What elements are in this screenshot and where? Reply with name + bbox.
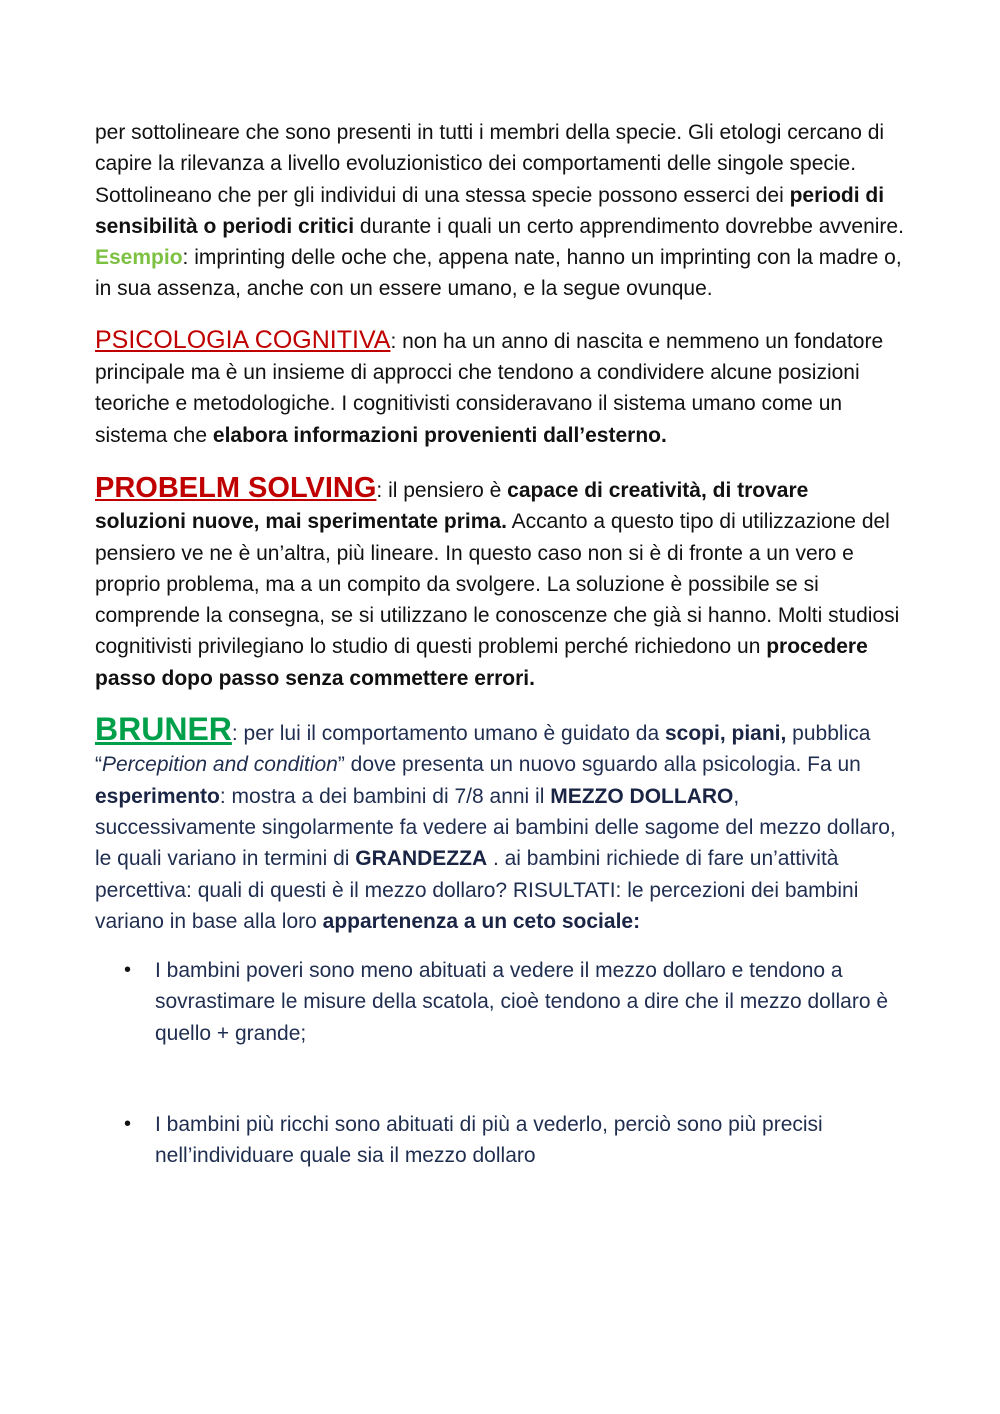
bruner-bold-5: appartenenza a un ceto sociale: xyxy=(322,909,641,933)
list-item xyxy=(95,955,905,1049)
problem-text-2: Accanto a questo tipo di utilizzazione del pensiero ve ne è un’altra, più lineare. In questo caso non si è di fronte a un vero e proprio problema, ma a un compito da svolgere. La soluzione è possibile se si comprende la consegna, se si utilizzano le conoscenze che già si hanno. Molti studiosi cognitivisti privilegiano lo studio di questi problemi perché richiedono un xyxy=(95,510,900,659)
results-list xyxy=(95,955,905,1171)
bruner-text-3: ” dove presenta un nuovo sguardo alla psicologia. Fa un xyxy=(337,753,861,777)
intro-text-1: per sottolineare che sono presenti in tutti i membri della specie. Gli etologi cercano di capire la rilevanza a livello evoluzionistico dei comportamenti delle singole specie. Sottolineano che per gli individui di una stessa specie possono esserci dei xyxy=(95,121,885,207)
bruner-text-1: : per lui il comportamento umano è guidato da xyxy=(231,722,665,746)
psicologia-bold-1: elabora informazioni provenienti dall’esterno. xyxy=(212,423,667,447)
bruner-bold-1: scopi, piani, xyxy=(664,722,787,746)
bruner-paragraph xyxy=(95,711,905,937)
bullet-icon: • xyxy=(124,1113,132,1136)
bruner-text-2: pubblica “ xyxy=(95,722,871,777)
example-label: Esempio xyxy=(95,246,183,270)
psicologia-paragraph xyxy=(95,325,905,451)
bruner-text-6: . ai bambini richiede di fare un’attività percettiva: quali di questi è il mezzo dollaro? RISULTATI: le percezioni dei bambini variano in base alla loro xyxy=(95,847,859,933)
bruner-bold-4: GRANDEZZA xyxy=(355,847,488,871)
psicologia-text-1: : non ha un anno di nascita e nemmeno un fondatore principale ma è un insieme di approcci che tendono a condividere alcune posizioni teoriche e metodologiche. I cognitivisti consideravano il sistema umano come un sistema che xyxy=(95,329,884,447)
intro-text-3: : imprinting delle oche che, appena nate, hanno un imprinting con la madre o, in sua assenza, anche con un essere umano, e la segue ovunque. xyxy=(95,246,902,301)
bullet-icon: • xyxy=(124,959,132,982)
problem-paragraph xyxy=(95,473,905,694)
bruner-bold-2: esperimento xyxy=(95,784,220,808)
bruner-italic-title: Percepition and condition xyxy=(102,753,338,777)
intro-bold-1: periodi di sensibilità o periodi critici xyxy=(95,183,885,238)
intro-paragraph xyxy=(95,117,905,305)
problem-bold-2: procedere passo dopo passo senza commettere errori. xyxy=(95,635,868,690)
bruner-heading: BRUNER xyxy=(95,711,232,748)
list-item-text: I bambini poveri sono meno abituati a vedere il mezzo dollaro e tendono a sovrastimare le misure della scatola, cioè tendono a dire che il mezzo dollaro è quello + grande; xyxy=(155,959,889,1045)
bruner-text-5: , successivamente singolarmente fa vedere ai bambini delle sagome del mezzo dollaro, le quali variano in termini di xyxy=(95,784,896,871)
bruner-bold-3: MEZZO DOLLARO xyxy=(550,784,734,808)
problem-bold-1: capace di creatività, di trovare soluzioni nuove, mai sperimentate prima. xyxy=(95,478,809,534)
problem-text-1: : il pensiero è xyxy=(376,478,508,502)
problem-heading: PROBELM SOLVING xyxy=(95,471,377,504)
bruner-text-4: : mostra a dei bambini di 7/8 anni il xyxy=(219,784,551,808)
psicologia-heading: PSICOLOGIA COGNITIVA xyxy=(95,325,391,354)
list-item-text: I bambini più ricchi sono abituati di più a vederlo, perciò sono più precisi nell’individuare quale sia il mezzo dollaro xyxy=(155,1113,823,1168)
intro-text-2: durante i quali un certo apprendimento dovrebbe avvenire. xyxy=(354,214,904,238)
list-item xyxy=(95,1109,905,1172)
